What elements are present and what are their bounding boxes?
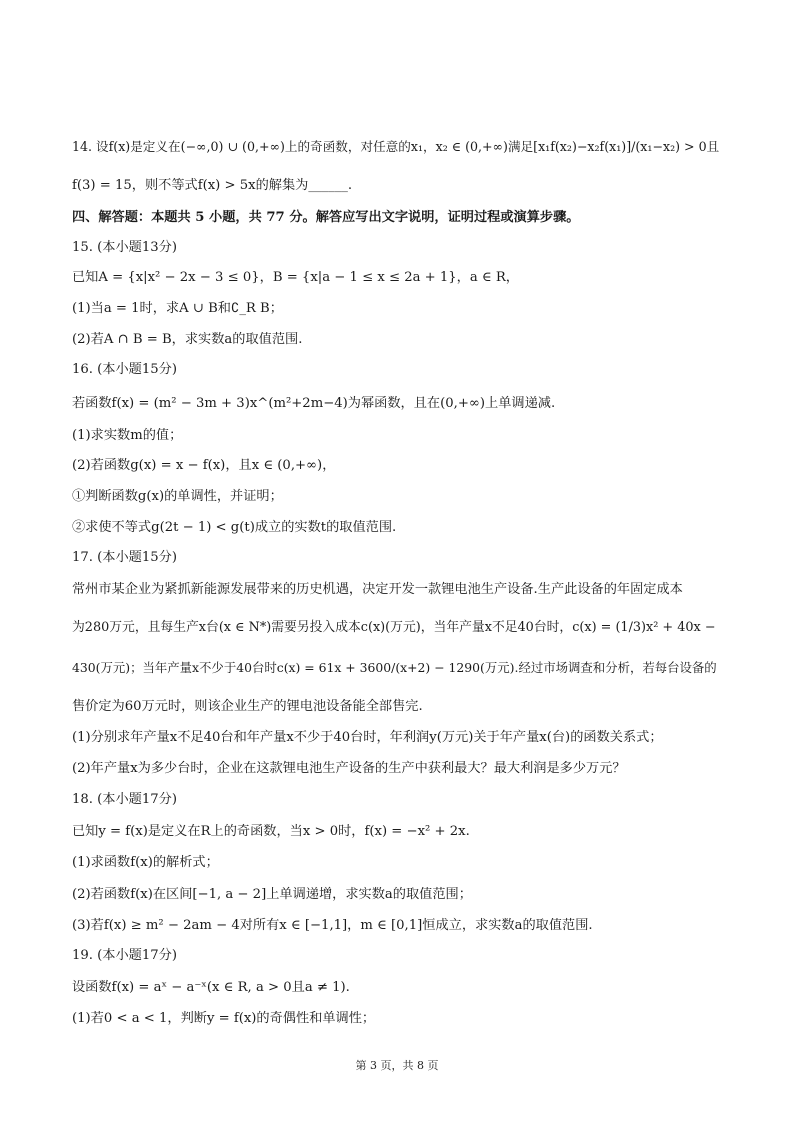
q18-part-2: (2)若函数f(x)在区间[−1, a − 2]上单调递增，求实数a的取值范围； [72,887,472,902]
q17-stem-1: 常州市某企业为紧抓新能源发展带来的历史机遇，决定开发一款锂电池生产设备.生产此设备的年固定成本 [72,582,683,597]
q15-part-2: (2)若A ∩ B = B，求实数a的取值范围. [72,332,303,347]
q14-line-1: 14. 设f(x)是定义在(−∞,0) ∪ (0,+∞)上的奇函数，对任意的x₁，x₂ ∈ (0,+∞)满足[x₁f(x₂)−x₂f(x₁)]/(x₁−x₂) > 0且 [72,139,720,154]
q17-stem-3: 430(万元)；当年产量x不少于40台时c(x) = 61x + 3600/(x+2) − 1290(万元).经过市场调查和分析，若每台设备的 [72,660,717,675]
q18-part-1: (1)求函数f(x)的解析式； [72,855,219,870]
q16-header: 16. (本小题15分) [72,362,177,377]
q16-part-2: (2)若函数g(x) = x − f(x)，且x ∈ (0,+∞)， [72,458,336,473]
q17-part-1: (1)分别求年产量x不足40台和年产量x不少于40台时，年利润y(万元)关于年产量x(台)的函数关系式； [72,730,663,745]
q17-stem-4: 售价定为60万元时，则该企业生产的锂电池设备能全部售完. [72,699,423,714]
q18-header: 18. (本小题17分) [72,792,177,807]
page-footer: 第 3 页，共 8 页 [355,1059,439,1072]
q18-stem: 已知y = f(x)是定义在R上的奇函数，当x > 0时，f(x) = −x² + 2x. [72,824,470,839]
q14-line-2: f(3) = 15，则不等式f(x) > 5x的解集为______. [72,178,353,193]
q15-header: 15. (本小题13分) [72,240,177,255]
section-heading: 四、解答题：本题共 5 小题，共 77 分。解答应写出文字说明，证明过程或演算步骤。 [72,210,580,225]
q16-part-2-ii: ②求使不等式g(2t − 1) < g(t)成立的实数t的取值范围. [72,520,397,535]
q16-stem: 若函数f(x) = (m² − 3m + 3)x^(m²+2m−4)为幂函数，且在(0,+∞)上单调递减. [72,396,556,411]
q18-part-3: (3)若f(x) ≥ m² − 2am − 4对所有x ∈ [−1,1]，m ∈ [0,1]恒成立，求实数a的取值范围. [72,918,593,933]
q16-part-1: (1)求实数m的值； [72,428,183,443]
q16-part-2-i: ①判断函数g(x)的单调性，并证明； [72,489,283,504]
q19-header: 19. (本小题17分) [72,948,177,963]
q15-stem: 已知A = {x|x² − 2x − 3 ≤ 0}，B = {x|a − 1 ≤ x ≤ 2a + 1}，a ∈ R， [72,270,519,285]
q15-part-1: (1)当a = 1时，求A ∪ B和∁_R B； [72,301,283,316]
q19-part-1: (1)若0 < a < 1，判断y = f(x)的奇偶性和单调性； [72,1011,376,1026]
q19-stem: 设函数f(x) = aˣ − a⁻ˣ(x ∈ R, a > 0且a ≠ 1). [72,980,350,995]
q17-part-2: (2)年产量x为多少台时，企业在这款锂电池生产设备的生产中获利最大？最大利润是多少万元？ [72,761,626,776]
q17-stem-2: 为280万元，且每生产x台(x ∈ N*)需要另投入成本c(x)(万元)，当年产量x不足40台时，c(x) = (1/3)x² + 40x − [72,620,716,635]
q17-header: 17. (本小题15分) [72,550,177,565]
